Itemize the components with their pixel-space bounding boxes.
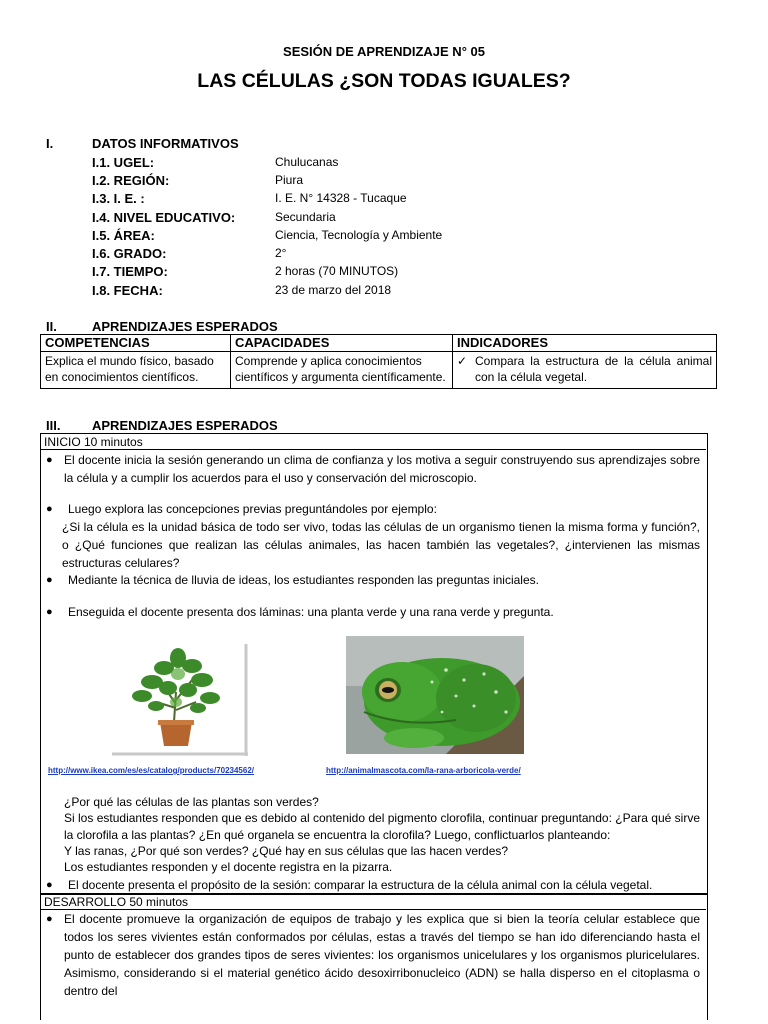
- info-label-tiempo: I.7. TIEMPO:: [92, 264, 168, 279]
- info-value-ugel: Chulucanas: [275, 155, 339, 169]
- info-label-fecha: I.8. FECHA:: [92, 283, 163, 298]
- info-value-tiempo: 2 horas (70 MINUTOS): [275, 264, 399, 278]
- section3-number: III.: [46, 418, 61, 433]
- section3-title: APRENDIZAJES ESPERADOS: [92, 418, 278, 433]
- desarrollo-paragraph: El docente promueve la organización de equipos de trabajo y les explica que si bien la teoría celular establece que todos los seres vivientes están conformados por células, estas a través del tiempo se han ido diferenciando hasta el punto de establecer dos grandes tipos de seres vivientes: los organismos unicelulares y los organismos pluricelulares. Asimismo, considerando si el material genético ácido desoxirribonucleico (ADN) se halla disperso en el citoplasma o dentro del: [64, 912, 700, 998]
- column-header-capacidades: CAPACIDADES: [231, 335, 453, 352]
- bullet-icon: ●: [46, 879, 53, 891]
- info-value-nivel: Secundaria: [275, 210, 336, 224]
- session-number: SESIÓN DE APRENDIZAJE N° 05: [283, 44, 485, 59]
- info-value-grado: 2°: [275, 246, 287, 260]
- indicador-text: Compara la estructura de la célula animal con la célula vegetal.: [475, 354, 712, 384]
- inicio-paragraph-1: El docente inicia la sesión generando un clima de confianza y los motiva a seguir construyendo sus aprendizajes sobre la célula y a cumplir los acuerdos para el uso y conservación del microscopio.: [64, 453, 700, 485]
- inicio-questions: ¿Si la célula es la unidad básica de todo ser vivo, todas las células de un organismo tienen la misma forma y función?, o ¿Qué funciones que realizan las células animales, las hacen también las vegetales?, ¿intervienen las mismas estructuras celulares?: [62, 520, 700, 570]
- info-label-grado: I.6. GRADO:: [92, 246, 167, 261]
- inicio-label: INICIO 10 minutos: [40, 434, 706, 450]
- bullet-icon: ●: [46, 454, 53, 466]
- cell-indicadores: [453, 352, 717, 389]
- page-title: LAS CÉLULAS ¿SON TODAS IGUALES?: [197, 70, 571, 92]
- info-label-ugel: I.1. UGEL:: [92, 155, 155, 170]
- plant-image: [112, 644, 248, 756]
- cell-capacidades: Comprende y aplica conocimientos científicos y argumenta científicamente.: [231, 352, 453, 389]
- question-plants: ¿Por qué las células de las plantas son verdes?: [64, 795, 319, 809]
- bullet-icon: ●: [46, 574, 53, 586]
- info-label-area: I.5. ÁREA:: [92, 228, 155, 243]
- students-respond: Los estudiantes responden y el docente registra en la pizarra.: [64, 860, 393, 874]
- column-header-indicadores: INDICADORES: [453, 335, 717, 352]
- section2-title: APRENDIZAJES ESPERADOS: [92, 319, 278, 334]
- frog-image: [346, 636, 524, 754]
- info-label-ie: I.3. I. E. :: [92, 191, 145, 206]
- info-value-area: Ciencia, Tecnología y Ambiente: [275, 228, 443, 242]
- question-frogs: Y las ranas, ¿Por qué son verdes? ¿Qué hay en sus células que las hacen verdes?: [64, 844, 509, 858]
- section2-number: II.: [46, 319, 57, 334]
- chlorophyll-paragraph: Si los estudiantes responden que es debido al contenido del pigmento clorofila, continuar preguntando: ¿Para qué sirve la clorofila a las plantas? ¿En qué organela se encuentra la clorofila? Luego, conflictuarlos planteando:: [64, 811, 700, 842]
- inicio-paragraph-2: Luego explora las concepciones previas preguntándoles por ejemplo:: [68, 502, 437, 516]
- inicio-paragraph-4: Enseguida el docente presenta dos láminas: una planta verde y una rana verde y pregunta.: [68, 605, 554, 619]
- inicio-paragraph-3: Mediante la técnica de lluvia de ideas, los estudiantes responden las preguntas iniciales.: [68, 573, 539, 587]
- column-header-competencias: COMPETENCIAS: [41, 335, 231, 352]
- plant-source-link[interactable]: http://www.ikea.com/es/es/catalog/products/70234562/: [48, 766, 255, 775]
- purpose-paragraph: El docente presenta el propósito de la sesión: comparar la estructura de la célula animal con la célula vegetal.: [68, 878, 653, 892]
- frog-source-link[interactable]: http://animalmascota.com/la-rana-arboricola-verde/: [326, 766, 521, 775]
- desarrollo-label: DESARROLLO 50 minutos: [40, 894, 706, 910]
- bullet-icon: ●: [46, 503, 53, 515]
- bullet-icon: ●: [46, 913, 53, 925]
- bullet-icon: ●: [46, 606, 53, 618]
- table-row: [41, 352, 717, 389]
- aprendizajes-table: [40, 334, 717, 389]
- info-value-region: Piura: [275, 173, 304, 187]
- info-value-fecha: 23 de marzo del 2018: [275, 283, 392, 297]
- cell-competencias: Explica el mundo físico, basado en conocimientos científicos.: [41, 352, 231, 389]
- info-value-ie: I. E. N° 14328 - Tucaque: [275, 191, 407, 205]
- info-label-region: I.2. REGIÓN:: [92, 173, 170, 188]
- section1-title: DATOS INFORMATIVOS: [92, 136, 239, 151]
- section1-number: I.: [46, 136, 54, 151]
- info-label-nivel: I.4. NIVEL EDUCATIVO:: [92, 210, 236, 225]
- check-icon: ✓: [457, 354, 468, 368]
- table-header-row: [41, 335, 717, 352]
